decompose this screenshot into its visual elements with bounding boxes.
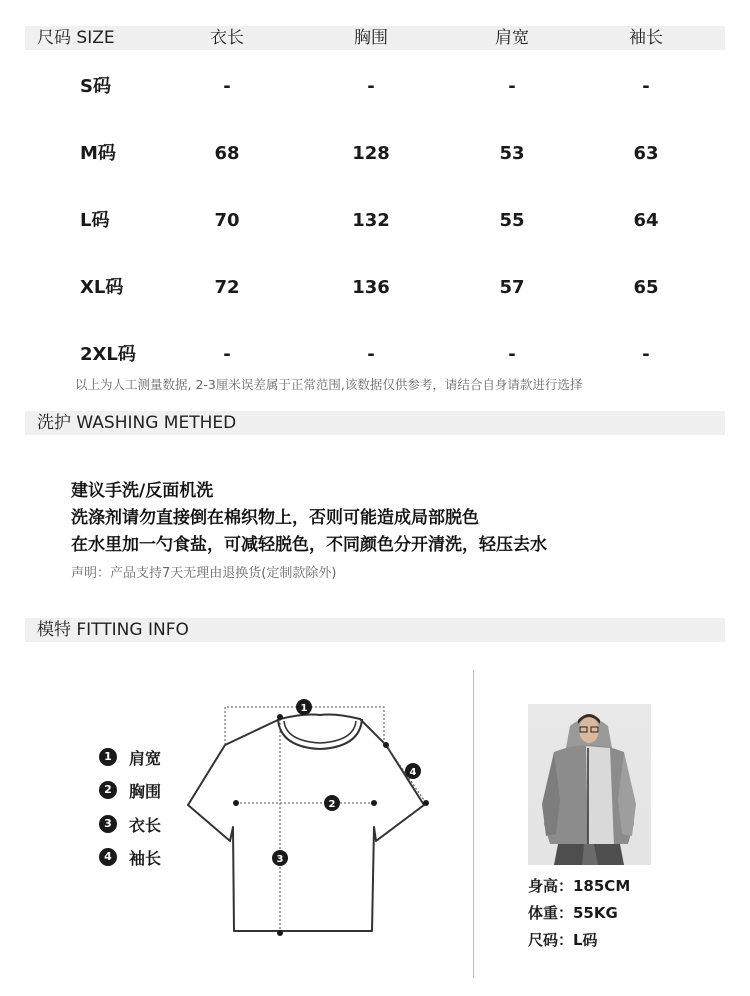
size-label: M码 — [80, 143, 116, 164]
table-cell: 55 — [499, 210, 525, 231]
model-illustration — [528, 704, 651, 865]
column-header-chest: 胸围 — [354, 28, 388, 48]
legend-label: 胸围 — [129, 781, 162, 801]
legend-item-length — [99, 813, 161, 835]
marker-label: 3 — [276, 854, 284, 865]
washing-section-title: 洗护 WASHING METHED — [25, 411, 725, 435]
washing-instruction: 在水里加一勺食盐，可减轻脱色，不同颜色分开清洗，轻压去水 — [71, 535, 547, 555]
model-photo — [528, 704, 651, 865]
washing-instruction: 建议手洗/反面机洗 — [71, 481, 214, 501]
sleeve-point — [383, 742, 389, 748]
table-cell: 128 — [352, 143, 390, 164]
legend-item-shoulder — [99, 746, 161, 768]
model-height: 身高：185CM — [528, 877, 631, 895]
size-label: 2XL码 — [80, 344, 136, 365]
model-size: 尺码：L码 — [528, 931, 598, 949]
fitting-section-title: 模特 FITTING INFO — [25, 618, 725, 642]
number-badge: 3 — [99, 815, 117, 833]
fitting-divider — [473, 670, 474, 978]
table-cell: - — [508, 76, 516, 97]
number-badge: 4 — [99, 848, 117, 866]
table-row — [25, 340, 725, 370]
table-cell: 53 — [499, 143, 525, 164]
table-row — [25, 72, 725, 102]
marker-label: 2 — [328, 799, 336, 810]
legend-label: 肩宽 — [129, 748, 162, 768]
tshirt-measurement-diagram — [180, 695, 440, 945]
table-cell: - — [367, 76, 375, 97]
size-label: XL码 — [80, 277, 124, 298]
table-cell: - — [367, 344, 375, 365]
marker-sleeve — [405, 763, 421, 779]
table-row — [25, 206, 725, 236]
chest-point — [233, 800, 239, 806]
table-cell: - — [508, 344, 516, 365]
table-cell: 70 — [214, 210, 240, 231]
legend-label: 袖长 — [129, 848, 162, 868]
return-policy-note: 声明：产品支持7天无理由退换货(定制款除外) — [71, 566, 337, 581]
table-cell: 57 — [499, 277, 525, 298]
size-table-header — [25, 26, 725, 50]
number-badge: 1 — [99, 748, 117, 766]
legend-label: 衣长 — [129, 815, 162, 835]
size-section-title: 尺码 SIZE — [37, 28, 115, 48]
sleeve-point — [423, 800, 429, 806]
column-header-length: 衣长 — [210, 28, 244, 48]
table-row — [25, 273, 725, 303]
table-cell: 68 — [214, 143, 240, 164]
size-label: S码 — [80, 76, 111, 97]
table-cell: 132 — [352, 210, 390, 231]
chest-point — [371, 800, 377, 806]
table-cell: - — [223, 344, 231, 365]
washing-instruction: 洗涤剂请勿直接倒在棉织物上，否则可能造成局部脱色 — [71, 508, 479, 528]
marker-chest — [324, 795, 340, 811]
table-cell: 136 — [352, 277, 390, 298]
model-weight: 体重：55KG — [528, 904, 618, 922]
table-row — [25, 139, 725, 169]
table-cell: 63 — [633, 143, 659, 164]
length-point — [277, 714, 283, 720]
table-cell: 72 — [214, 277, 240, 298]
marker-length — [272, 850, 288, 866]
column-header-sleeve: 袖长 — [629, 28, 663, 48]
legend-item-sleeve — [99, 846, 161, 868]
table-cell: - — [642, 344, 650, 365]
marker-shoulder — [296, 699, 312, 715]
marker-label: 1 — [300, 703, 308, 714]
legend-item-chest — [99, 779, 161, 801]
table-cell: - — [223, 76, 231, 97]
size-label: L码 — [80, 210, 110, 231]
column-header-shoulder: 肩宽 — [495, 28, 529, 48]
table-cell: 64 — [633, 210, 659, 231]
length-point — [277, 930, 283, 936]
marker-label: 4 — [409, 767, 417, 778]
table-cell: 65 — [633, 277, 659, 298]
number-badge: 2 — [99, 781, 117, 799]
size-measurement-note: 以上为人工测量数据, 2-3厘米误差属于正常范围,该数据仅供参考，请结合自身请款进行选择 — [75, 377, 583, 392]
table-cell: - — [642, 76, 650, 97]
